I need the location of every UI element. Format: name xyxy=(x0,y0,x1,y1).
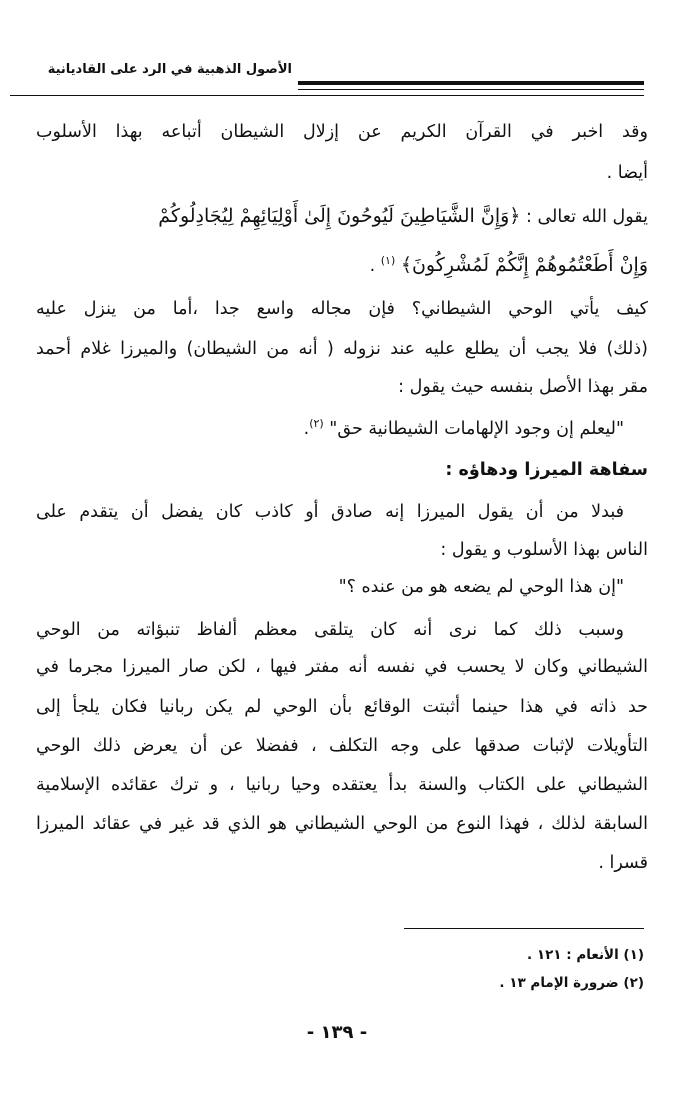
body-line: (ذلك) فلا يجب أن يطلع عليه عند نزوله ( أنه من الشيطان) والميرزا غلام أحمد xyxy=(36,339,648,359)
body-line: فبدلا من أن يقول الميرزا إنه صادق أو كاذب كان يفضل أن يتقدم على xyxy=(36,502,624,522)
body-line: أيضا . xyxy=(606,163,648,183)
body-line: السابقة لذلك ، فهذا النوع من الوحي الشيطاني هو الذي قد غير في عقائد الميرزا xyxy=(36,814,648,834)
footnote: (٢) ضرورة الإمام ١٣ . xyxy=(499,975,644,991)
footnote: (١) الأنعام : ١٢١ . xyxy=(526,947,644,963)
body-line: الناس بهذا الأسلوب و يقول : xyxy=(440,540,648,560)
body-line: وقد اخبر في القرآن الكريم عن إزلال الشيطان أتباعه بهذا الأسلوب xyxy=(36,122,648,142)
body-line: كيف يأتي الوحي الشيطاني؟ فإن مجاله واسع جدا ،أما من ينزل عليه xyxy=(36,299,648,319)
quran-verse-line-1 xyxy=(36,204,648,229)
footnote-rule xyxy=(404,928,644,929)
header-rule-bottom xyxy=(10,95,644,96)
section-heading: سفاهة الميرزا ودهاؤه : xyxy=(445,460,648,480)
quote-line: "إن هذا الوحي لم يضعه هو من عنده ؟" xyxy=(338,577,624,597)
quran-intro: يقول الله تعالى : xyxy=(526,207,648,227)
body-line: حد ذاته في هذا حينما أثبتت الوقائع بأن الوحي لم يكن ربانيا فكان يلجأ إلى xyxy=(36,697,648,717)
footnote-marker: (١) xyxy=(380,254,396,267)
body-line: الشيطاني على الكتاب والسنة بدأ يعتقده وحيا ربانيا ، و ترك عقائده الإسلامية xyxy=(36,775,648,795)
body-line: وسبب ذلك كما نرى أنه كان يتلقى معظم ألفاظ تنبؤاته من الوحي xyxy=(36,620,624,640)
header-rule-thin xyxy=(298,89,644,90)
page-number: - ١٣٩ - xyxy=(306,1022,368,1043)
quran-text-2: وَإِنْ أَطَعْتُمُوهُمْ إِنَّكُمْ لَمُشْرِكُونَ﴾ xyxy=(400,253,648,276)
body-line: مقر بهذا الأصل بنفسه حيث يقول : xyxy=(398,377,648,397)
body-line: التأويلات لإثبات صدقها على وجه التكلف ، ففضلا عن أن يعرض ذلك الوحي xyxy=(36,736,648,756)
header-rule-thick xyxy=(298,81,644,85)
quote-text: "ليعلم إن وجود الإلهامات الشيطانية حق" xyxy=(329,418,624,439)
body-line: قسرا . xyxy=(598,853,648,873)
quran-text-1: ﴿وَإِنَّ الشَّيَاطِينَ لَيُوحُونَ إِلَىٰ أَوْلِيَائِهِمْ لِيُجَادِلُوكُمْ xyxy=(158,205,521,227)
footnote-marker: (٢) xyxy=(309,417,324,430)
running-title: الأصول الذهبية في الرد على القاديانية xyxy=(47,62,292,77)
body-line: الشيطاني وكان لا يحسب في نفسه أنه مفتر فيها ، لكن صار الميرزا مجرما في xyxy=(36,657,648,677)
quran-verse-line-2: وَإِنْ أَطَعْتُمُوهُمْ إِنَّكُمْ لَمُشْرِكُونَ﴾ $^{(١)}$ . xyxy=(369,253,648,276)
quote-line: "ليعلم إن وجود الإلهامات الشيطانية حق" $^{(٢)}$. xyxy=(303,417,624,439)
